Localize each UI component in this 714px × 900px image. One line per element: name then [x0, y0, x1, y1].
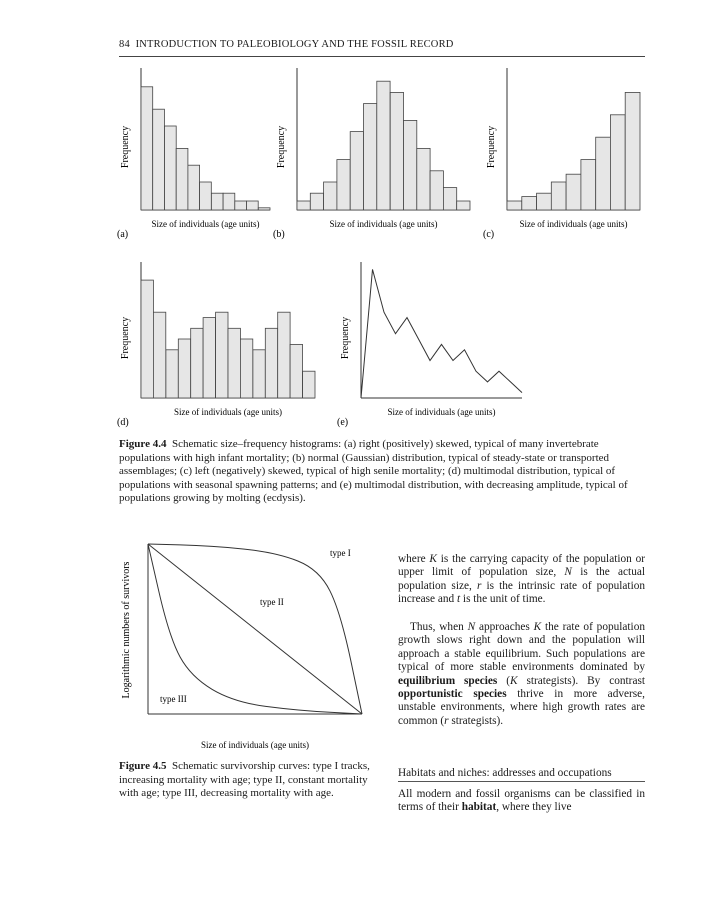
- panel-d-bar: [278, 312, 290, 398]
- term-habitat: habitat: [461, 801, 497, 814]
- running-title: INTRODUCTION TO PALEOBIOLOGY AND THE FOSSIL RECORD: [135, 39, 454, 50]
- panel-d-bar: [166, 350, 178, 398]
- panel-b-bar: [430, 171, 443, 210]
- panel-c-x-label: Size of individuals (age units): [519, 219, 628, 229]
- panel-d-bar: [240, 339, 252, 398]
- panel-a-bar: [153, 109, 165, 210]
- figure-4-5-caption-text: Schematic survivorship curves: type I tracks, increasing mortality with age; type II, constant mortality with age; type III, decreasing mortality with age.: [119, 760, 370, 799]
- panel-d-bar: [216, 312, 228, 398]
- panel-d-bar: [141, 280, 153, 398]
- panel-c-bar: [537, 193, 552, 210]
- panel-a-bar: [235, 201, 247, 210]
- panel-b-label: (b): [273, 229, 285, 240]
- panel-a-bar: [141, 87, 153, 210]
- body-paragraph-3: All modern and fossil organisms can be classified in terms of their habitat, where they live: [398, 788, 645, 814]
- panel-d-x-label: Size of individuals (age units): [174, 407, 282, 417]
- panel-b-bar: [377, 81, 390, 210]
- figure-4-4-caption: [119, 438, 645, 506]
- panel-d-y-label: Frequency: [120, 316, 131, 360]
- panel-a-bar: [165, 126, 177, 210]
- panel-a-x-label: Size of individuals (age units): [151, 219, 260, 229]
- figure-4-5-caption-label: Figure 4.5: [119, 760, 167, 772]
- panel-b-bar: [337, 160, 350, 210]
- panel-b-bar: [350, 132, 363, 210]
- term-equilibrium-species: equilibrium species: [398, 674, 498, 687]
- panel-d-bar: [191, 328, 203, 398]
- panel-b-x-label: Size of individuals (age units): [329, 219, 438, 229]
- panel-c-bar: [625, 92, 640, 210]
- fig45-x-label: Size of individuals (age units): [201, 740, 309, 750]
- panel-c-bar: [507, 201, 522, 210]
- fig45-label-type-1: type I: [330, 548, 351, 558]
- section-subheading: Habitats and niches: addresses and occupations: [398, 767, 612, 779]
- panel-a-bar: [247, 201, 259, 210]
- panel-a-label: (a): [117, 229, 129, 240]
- figure-4-4-caption-text: Schematic size–frequency histograms: (a) right (positively) skewed, typical of many invertebrate populations with high infant mortality; (b) normal (Gaussian) distribution, typical of steady-state or transported assemblages; (c) left (negatively) skewed, typical of high senile mortality; (d) multimodal distribution, typical of populations with seasonal spawning patterns; and (e) multimodal distribution, with decreasing amplitude, typical of populations growing by molting (ecdysis).: [119, 438, 628, 504]
- page-number: 84: [119, 39, 130, 50]
- fig45-label-type-3: type III: [160, 694, 187, 704]
- panel-d-bar: [303, 371, 315, 398]
- panel-b-bar: [297, 201, 310, 210]
- figure-4-4-caption-label: Figure 4.4: [119, 438, 167, 450]
- panel-e-x-label: Size of individuals (age units): [387, 407, 496, 417]
- panel-d-label: (d): [117, 417, 129, 428]
- panel-b-bar: [417, 148, 430, 210]
- panel-b-bar: [457, 201, 470, 210]
- panel-c-bar: [522, 197, 537, 210]
- panel-d-bar: [265, 328, 277, 398]
- panel-b-bar: [310, 193, 323, 210]
- panel-d-bar: [178, 339, 190, 398]
- panel-a-bar: [176, 148, 188, 210]
- panel-b-bar: [390, 92, 403, 210]
- term-opportunistic-species: opportunistic species: [398, 688, 507, 701]
- figure-4-5-caption: [119, 760, 374, 801]
- panel-b-bar: [324, 182, 337, 210]
- fig45-label-type-2: type II: [260, 597, 284, 607]
- panel-d-bar: [228, 328, 240, 398]
- panel-a-bar: [223, 193, 235, 210]
- panel-b-bar: [443, 188, 456, 210]
- panel-a-y-label: Frequency: [120, 125, 131, 169]
- panel-b-bar: [364, 104, 377, 210]
- body-paragraph-1: where K is the carrying capacity of the population or upper limit of population size, N is the actual population size, r is the intrinsic rate of population increase and t is the unit of time.: [398, 553, 646, 606]
- panel-a-bar: [200, 182, 212, 210]
- panel-a-bar: [258, 208, 270, 210]
- panel-c-label: (c): [483, 229, 495, 240]
- fig45-curve-type-2: [148, 544, 362, 714]
- fig45-y-label: Logarithmic numbers of survivors: [121, 561, 132, 699]
- panel-c-bar: [551, 182, 566, 210]
- panel-e-y-label: Frequency: [340, 316, 351, 360]
- panel-d-bar: [153, 312, 165, 398]
- panel-b-y-label: Frequency: [276, 125, 287, 169]
- panel-a-bar: [211, 193, 223, 210]
- panel-c-bar: [610, 115, 625, 210]
- panel-e-series-line: [361, 269, 522, 398]
- body-paragraph-2: Thus, when N approaches K the rate of population growth slows right down and the population will approach a stable equilibrium. Such populations are typical of more stable environments dominated by equilibrium species (K strategists). By contrast opportunistic species thrive in more adverse, unstable environments, where high growth rates are common (r strategists).: [398, 621, 645, 727]
- panel-c-y-label: Frequency: [486, 125, 497, 169]
- panel-d-bar: [290, 344, 302, 398]
- panel-d-bar: [253, 350, 265, 398]
- panel-c-bar: [581, 160, 596, 210]
- panel-a-bar: [188, 165, 200, 210]
- panel-e-label: (e): [337, 417, 349, 428]
- panel-c-bar: [596, 137, 611, 210]
- panel-d-bar: [203, 318, 215, 398]
- subheading-rule: [398, 781, 645, 782]
- panel-c-bar: [566, 174, 581, 210]
- panel-b-bar: [404, 120, 417, 210]
